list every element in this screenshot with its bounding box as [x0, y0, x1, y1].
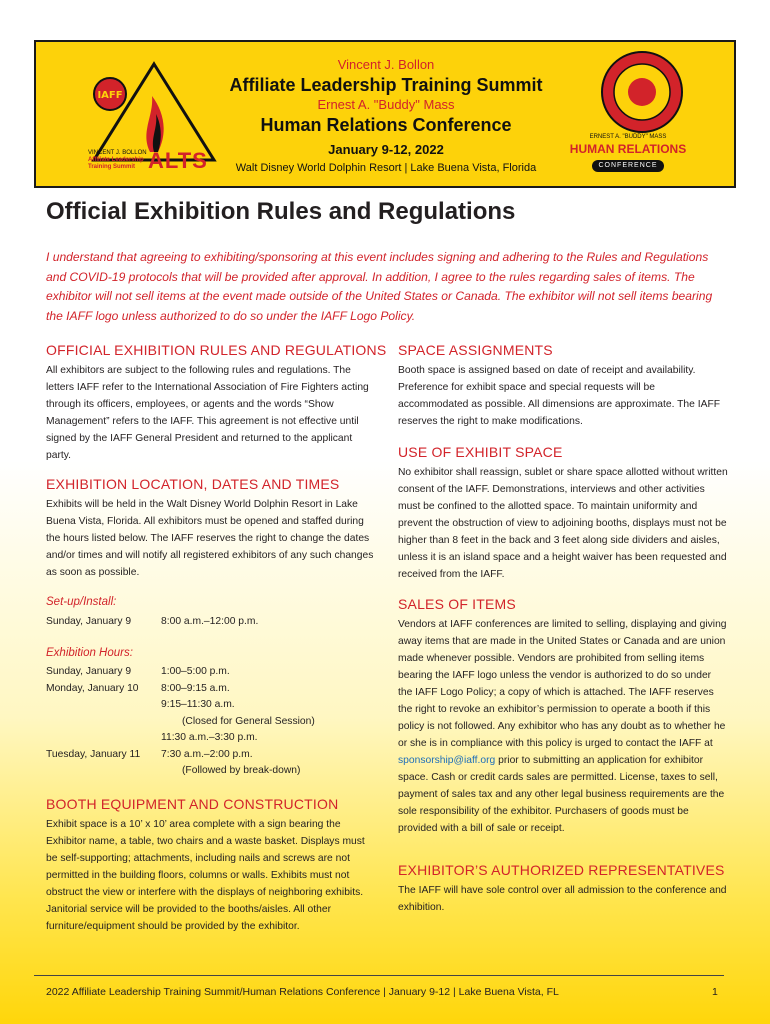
- page-number: 1: [712, 986, 718, 998]
- hours-label: Exhibition Hours:: [46, 647, 133, 659]
- section-heading: BOOTH EQUIPMENT AND CONSTRUCTION: [46, 796, 339, 812]
- human-relations-logo: ERNEST A. "BUDDY" MASS HUMAN RELATIONS CONFERENCE: [558, 48, 698, 178]
- section-body: Vendors at IAFF conferences are limited to selling, displaying and giving away items that are made in the United States or Canada and are union made whenever possible. Vendors are prohibited from selling items bearing the IAFF logo unless the vendor is authorized to do so under the IAFF Logo Policy; a copy of which is attached. The IAFF reserves the right to revoke an exhibitor’s permission to operate a booth if this policy is not followed. Any exhibitor who has any doubt as to whether he or she is in compliance with this policy is urged to contact the IAFF at sponsorship@iaff.org prior to submitting an application for exhibitor space. Cash or credit cards sales are permitted. License, taxes to sell, payment of sales tax and any other legal business requirements are the sole responsibility of the exhibitor. Purchasers of goods must be provided with a bill of sale or receipt.: [398, 619, 727, 834]
- section-sales: [398, 596, 728, 837]
- sponsorship-email-link[interactable]: sponsorship@iaff.org: [398, 755, 496, 766]
- section-body: Exhibit space is a 10’ x 10’ area complete with a sign bearing the Exhibitor name, a table, two chairs and a waste basket. Displays must be self-supporting; attachments, including nails and screws are not permitted in the building floors, columns or walls. Exhibits must not obstruct the view or interfere with the displays of neighboring exhibits. Janitorial service will be provided to the booths/aisles. All other furniture/equipment should be provided by the exhibitor.: [46, 819, 365, 932]
- section-body: All exhibitors are subject to the following rules and regulations. The letters IAFF refer to the International Association of Fire Fighters acting through its officers, employees, or agents and the words “Show Management” refers to the IAFF. This agreement is not effective until signed by the IAFF General President and returned to the applicant party.: [46, 365, 369, 461]
- section-space: [398, 342, 728, 430]
- setup-schedule: Sunday, January 9 8:00 a.m.–12:00 p.m.: [46, 616, 259, 627]
- page-title: Official Exhibition Rules and Regulations: [46, 198, 516, 225]
- event-banner: [34, 40, 736, 188]
- banner-line1: Vincent J. Bollon: [337, 57, 435, 72]
- section-booth: [46, 796, 376, 935]
- footer-text: 2022 Affiliate Leadership Training Summit/Human Relations Conference | January 9-12 | Lake Buena Vista, FL: [46, 986, 559, 998]
- svg-text:IAFF: IAFF: [97, 90, 123, 101]
- section-heading: EXHIBITION LOCATION, DATES AND TIMES: [46, 476, 340, 492]
- section-body: Booth space is assigned based on date of receipt and availability. Preference for exhibit space and special requests will be accommodated as possible. All dimensions are approximate. The IAFF reserves the right to make modifications.: [398, 365, 721, 427]
- alts-wordmark: ALTS: [148, 148, 208, 173]
- section-heading: USE OF EXHIBIT SPACE: [398, 444, 563, 460]
- banner-line3: Ernest A. "Buddy" Mass: [317, 97, 455, 112]
- section-location: [46, 476, 376, 581]
- section-rules: [46, 342, 387, 464]
- setup-label: Set-up/Install:: [46, 596, 117, 608]
- alts-small-text: VINCENT J. BOLLON Affiliate Leadership Training Summit: [88, 150, 147, 170]
- banner-date: January 9-12, 2022: [328, 142, 444, 157]
- banner-line4: Human Relations Conference: [260, 115, 512, 135]
- section-reps: [398, 862, 728, 916]
- section-heading: SALES OF ITEMS: [398, 596, 516, 612]
- hours-schedule: Sunday, January 9 1:00–5:00 p.m. Monday, January 10 8:00–9:15 a.m. 9:15–11:30 a.m. (Closed for General Session) 11:30 a.m.–3:30 p.m. Tuesday, January 11 7:30 a.m.–2:00 p.m. (Followed by break-down): [46, 666, 315, 776]
- section-heading: SPACE ASSIGNMENTS: [398, 342, 553, 358]
- section-body: Exhibits will be held in the Walt Disney World Dolphin Resort in Lake Buena Vista, Florida. All exhibitors must be opened and staffed during the hours listed below. The IAFF reserves the right to change the dates and/or times and will notify all registered exhibitors of any such changes as soon as possible.: [46, 499, 374, 578]
- section-heading: EXHIBITOR’S AUTHORIZED REPRESENTATIVES: [398, 862, 725, 878]
- section-body: No exhibitor shall reassign, sublet or share space allotted without written consent of the IAFF. Demonstrations, interviews and other activities must be confined to the allotted space. To maintain uniformity and prevent the obstruction of view to adjoining booths, displays must not be higher than 8 feet in the back and 3 feet along side dividers and aisles, unless it is an island space and a height waiver has been requested and received from the IAFF.: [398, 467, 728, 580]
- section-use: [398, 444, 728, 583]
- banner-text: [226, 56, 546, 176]
- banner-venue: Walt Disney World Dolphin Resort | Lake Buena Vista, Florida: [235, 162, 537, 174]
- banner-line2: Affiliate Leadership Training Summit: [229, 75, 543, 95]
- footer-divider: [34, 975, 724, 976]
- section-body: The IAFF will have sole control over all admission to the conference and exhibition.: [398, 885, 727, 913]
- intro-paragraph: I understand that agreeing to exhibiting/sponsoring at this event includes signing and adhering to the Rules and Regulations and COVID-19 protocols that will be provided after approval. In addition, I agree to the rules regarding sales of items. The exhibitor will not sell items at the event made outside of the United States or Canada. The exhibitor will not sell items bearing the IAFF logo unless authorized to do so under the IAFF Logo Policy.: [46, 250, 713, 323]
- section-heading: OFFICIAL EXHIBITION RULES AND REGULATIONS: [46, 342, 387, 358]
- hr-seal-icon: [600, 50, 684, 134]
